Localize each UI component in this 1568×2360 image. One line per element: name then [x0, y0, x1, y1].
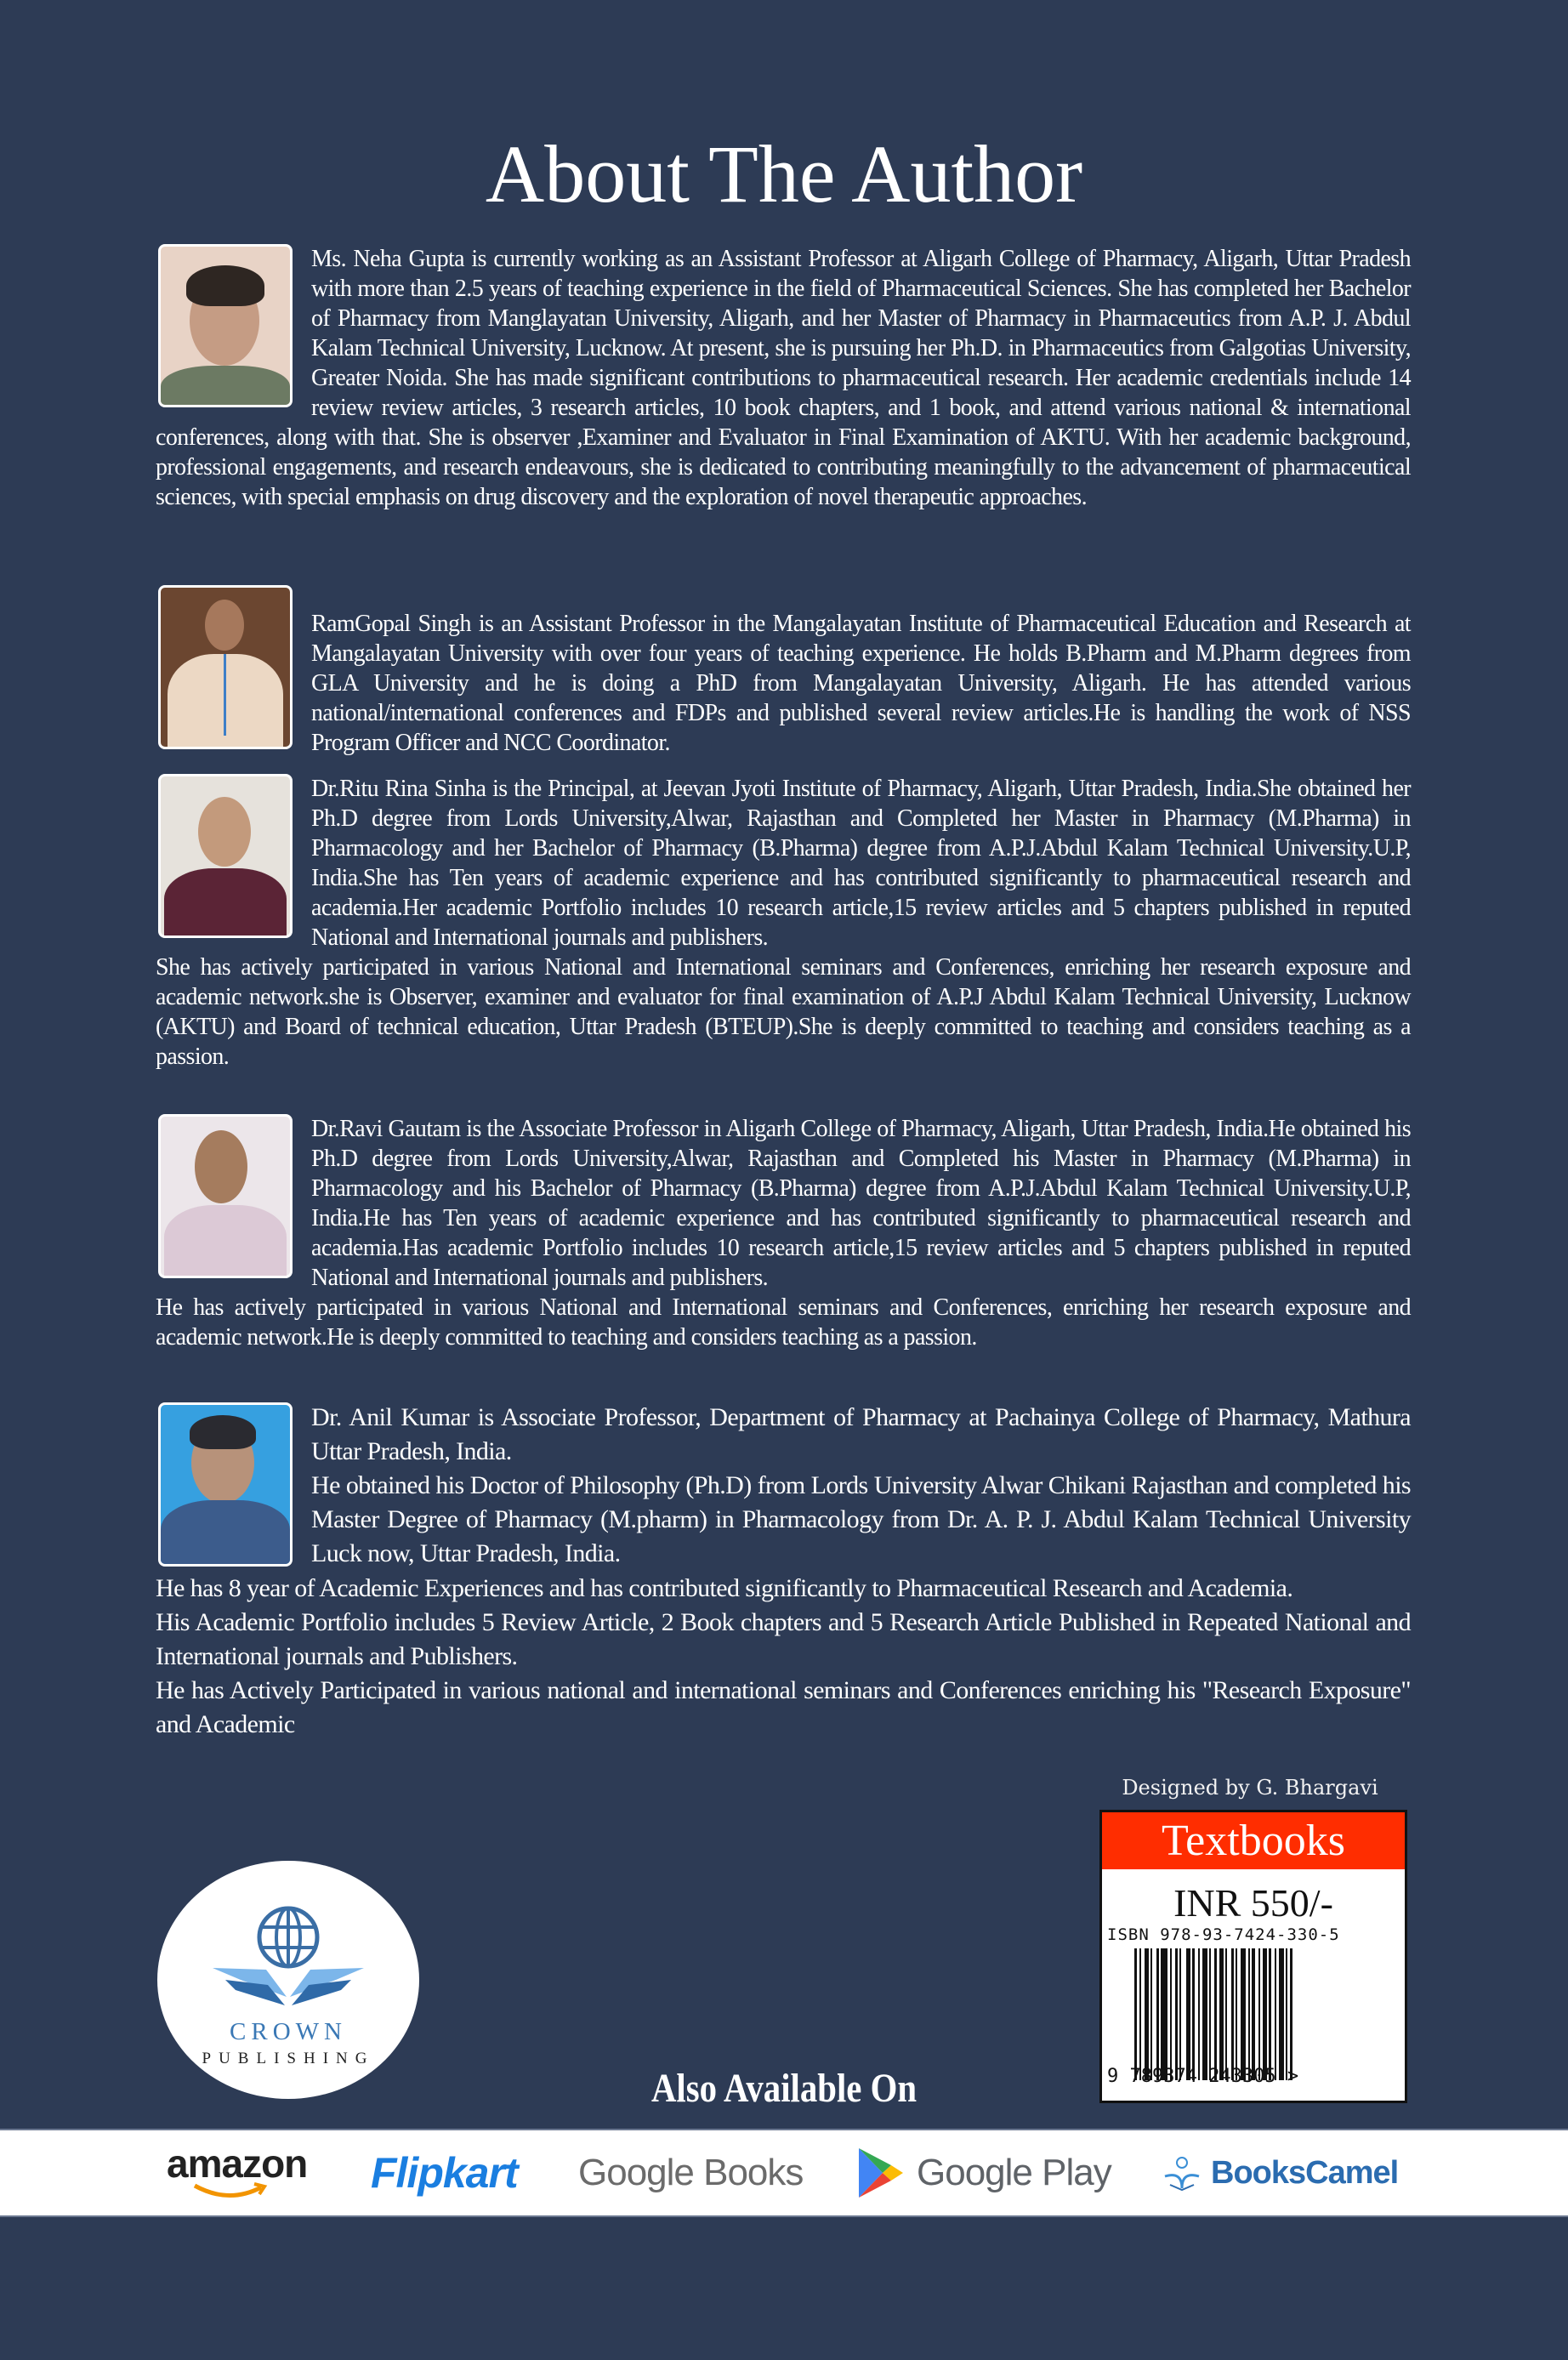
author-bio-anil-kumar: [156, 1401, 1411, 1742]
page-title: About The Author: [485, 128, 1083, 219]
isbn-number: ISBN 978-93-7424-330-5: [1107, 1925, 1340, 1944]
author-bio-text: RamGopal Singh is an Assistant Professor in the Mangalayatan Institute of Pharmaceutical Education and Research at Mangalayatan University with over four years of teaching experience. He holds B.Pharm and M.Pharm degrees from GLA University and he is doing a PhD from Mangalayatan University, Aligarh. He has attended various national/international conferences and FDPs and published several review articles.He is handling the work of NSS Program Officer and NCC Coordinator.: [311, 611, 1411, 756]
author-bio-line: He obtained his Doctor of Philosophy (Ph.D) from Lords University Alwar Chikani Rajasthan and completed his Master Degree of Pharmacy (M.pharm) in Pharmacology from Dr. A. P. J. Abdul Kalam Technical University Luck now, Uttar Pradesh, India.: [311, 1471, 1411, 1567]
amazon-logo: amazon: [167, 2141, 308, 2186]
price-barcode-label: [1099, 1810, 1407, 2103]
barcode-icon: [1134, 1948, 1338, 2080]
store-google-play[interactable]: [857, 2130, 1111, 2215]
store-bookscamel[interactable]: [1162, 2130, 1398, 2215]
barcode-digits: 9 789374 243305 >: [1107, 2066, 1299, 2087]
google-play-logo: Google Play: [917, 2152, 1111, 2193]
author-bio-line: Dr. Anil Kumar is Associate Professor, Department of Pharmacy at Pachainya College of Pharmacy, Mathura Uttar Pradesh, India.: [311, 1403, 1411, 1465]
author-photo: [158, 244, 293, 407]
google-books-logo: Google Books: [578, 2152, 804, 2193]
amazon-smile-icon: [186, 2182, 271, 2201]
globe-book-icon: [157, 1861, 419, 2014]
author-bio-line: His Academic Portfolio includes 5 Review Article, 2 Book chapters and 5 Research Article Published in Repeated National and International journals and Publishers.: [156, 1608, 1411, 1670]
publisher-name: CROWN: [230, 2018, 347, 2045]
author-bio-text-continued: She has actively participated in various National and International seminars and Conferences, enriching her research exposure and academic network.she is Observer, examiner and evaluator for final examination of A.P.J Abdul Kalam Technical University, Lucknow (AKTU) and Board of technical education, Uttar Pradesh (BTEUP).She is deeply committed to teaching and considers teaching as a passion.: [156, 954, 1411, 1070]
author-bio-text: Ms. Neha Gupta is currently working as an Assistant Professor at Aligarh College of Pharmacy, Aligarh, Uttar Pradesh with more than 2.5 years of teaching experience in the field of Pharmaceutical Sciences. She has completed her Bachelor of Pharmacy from Manglayatan University, Aligarh, and her Master of Pharmacy in Pharmaceutics from A.P. J. Abdul Kalam Technical University, Lucknow. At present, she is pursuing her Ph.D. in Pharmaceutics from Galgotias University, Greater Noida. She has made significant contributions to pharmaceutical research. Her academic credentials include 14 review review articles, 3 research articles, 10 book chapters, and 1 book, and attend various national & international conferences, along with that. She is observer ,Examiner and Evaluator in Final Examination of AKTU. With her academic background, professional engagements, and research endeavours, she is dedicated to contributing meaningfully to the advancement of pharmaceutical sciences, with special emphasis on drug discovery and the exploration of novel therapeutic approaches.: [156, 246, 1411, 510]
store-google-books[interactable]: [578, 2130, 803, 2215]
google-play-icon: [857, 2147, 905, 2199]
author-photo: [158, 774, 293, 938]
author-bio-text-continued: He has actively participated in various National and International seminars and Conferences, enriching her research exposure and academic network.He is deeply committed to teaching and considers teaching as a passion.: [156, 1294, 1411, 1351]
bookscamel-logo: BooksCamel: [1211, 2154, 1399, 2191]
flipkart-logo: Flipkart: [371, 2149, 518, 2197]
author-bio-ravi-gautam: [156, 1114, 1411, 1352]
category-band: Textbooks: [1102, 1812, 1405, 1869]
store-flipkart[interactable]: [371, 2130, 518, 2215]
publisher-subtitle: PUBLISHING: [202, 2050, 375, 2067]
bookscamel-icon: [1162, 2154, 1202, 2192]
author-photo: [158, 1402, 293, 1567]
availability-heading: Also Available On: [650, 2066, 918, 2111]
author-bio-neha-gupta: [156, 244, 1411, 512]
author-bio-line: He has Actively Participated in various national and international seminars and Conferences enriching his "Research Exposure" and Academic: [156, 1676, 1411, 1738]
author-bio-text: Dr.Ritu Rina Sinha is the Principal, at Jeevan Jyoti Institute of Pharmacy, Aligarh, Uttar Pradesh, India.She obtained her Ph.D degree from Lords University,Alwar, Rajasthan and Completed her Master in Pharmacy (M.Pharma) in Pharmacology and her Bachelor of Pharmacy (B.Pharma) degree from A.P.J.Abdul Kalam Technical University.U.P, India.She has Ten years of academic experience and has contributed significantly to pharmaceutical research and academia.Her academic Portfolio includes 10 research article,15 review articles and 5 chapters published in reputed National and International journals and publishers.: [311, 776, 1411, 951]
author-photo: [158, 1114, 293, 1278]
store-logos-strip: [0, 2129, 1568, 2217]
author-photo: [158, 585, 293, 749]
author-bio-ritu-rina-sinha: [156, 774, 1411, 1072]
author-bio-text: Dr.Ravi Gautam is the Associate Professor in Aligarh College of Pharmacy, Aligarh, Uttar Pradesh, India.He obtained his Ph.D degree from Lords University,Alwar, Rajasthan and Completed his Master in Pharmacy (M.Pharma) in Pharmacology and his Bachelor of Pharmacy (B.Pharma) degree from A.P.J.Abdul Kalam Technical University.U.P, India.He has Ten years of academic experience and has contributed significantly to pharmaceutical research and academia.Has academic Portfolio includes 10 research article,15 review articles and 5 chapters published in reputed National and International journals and publishers.: [311, 1116, 1411, 1291]
store-amazon[interactable]: [167, 2130, 307, 2215]
publisher-logo: [157, 1861, 419, 2099]
designer-credit: Designed by G. Bhargavi: [1122, 1776, 1378, 1800]
author-bio-line: He has 8 year of Academic Experiences and has contributed significantly to Pharmaceutical Research and Academia.: [156, 1574, 1293, 1602]
price: INR 550/-: [1173, 1881, 1333, 1925]
author-bio-ramgopal-singh: [156, 585, 1411, 758]
